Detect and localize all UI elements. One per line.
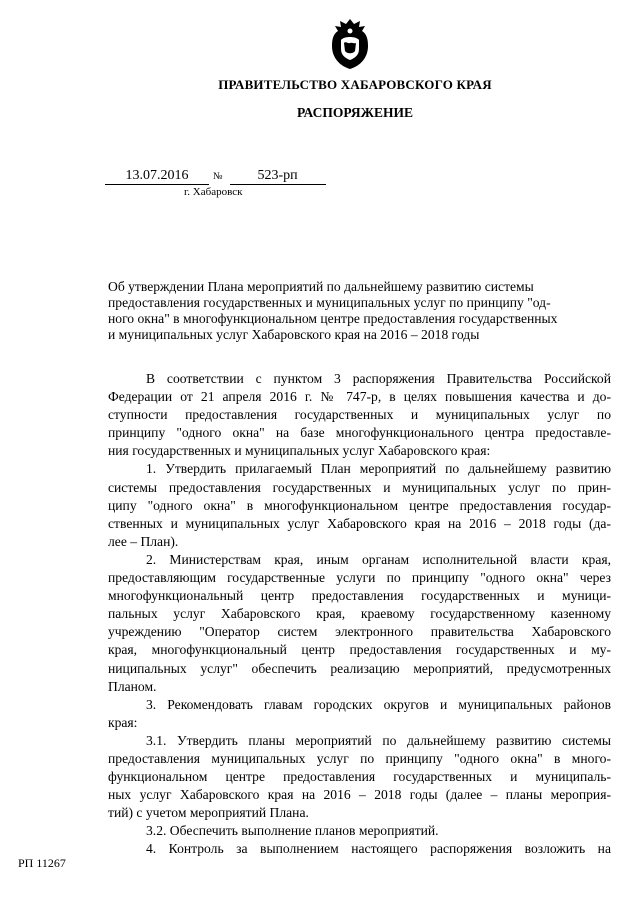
body-line: функциональном центре предоставления государственных и муниципаль- [108,769,611,785]
body-line: 3. Рекомендовать главам городских округов и муниципальных районов [146,696,611,712]
body-line: принципу "одного окна" на базе многофункционального центра предоставле- [108,425,611,441]
body-line: предоставляющим государственные услуги по принципу "одного окна" через [108,570,611,586]
body-line: ступности предоставления государственных и муниципальных услуг по [108,407,611,423]
body-line: лее – План). [108,533,179,549]
body-line: В соответствии с пунктом 3 распоряжения Правительства Российской [146,371,611,386]
body-line: ных услуг Хабаровского края на 2016 – 2018 годы (далее – планы мероприя- [108,787,611,803]
body-line: Планом. [108,678,157,694]
body-line: 1. Утвердить прилагаемый План мероприятий по дальнейшему развитию [146,461,611,477]
date-number-line [105,168,326,185]
document-number: 523-рп [230,168,326,185]
body-line: 2. Министерствам края, иным органам исполнительной власти края, [146,551,611,567]
subject-line: и муниципальных услуг Хабаровского края на 2016 – 2018 годы [108,327,480,342]
body-line: предоставления муниципальных услуг по принципу "одного окна" в много- [108,750,611,766]
body-line: системы предоставления государственных и муниципальных услуг по прин- [108,479,611,495]
body-line: ниципальных услуг" обеспечить реализацию мероприятий, предусмотренных [108,660,611,676]
body-line: 3.2. Обеспечить выполнение планов мероприятий. [146,823,439,839]
body-line: края: [108,714,138,730]
body-line: ципу "одного окна" в многофункциональном центре предоставления государ- [108,497,611,513]
footer-code: РП 11267 [18,856,66,870]
body-line: многофункциональный центр предоставления государственных и муници- [108,588,611,604]
body-line: 4. Контроль за выполнением настоящего распоряжения возложить на [146,841,611,857]
document-body [108,370,611,859]
body-line: 3.1. Утвердить планы мероприятий по дальнейшему развитию системы [146,732,611,748]
body-line: края, многофункциональный центр предоставления государственных и му- [108,642,611,658]
city-label: г. Хабаровск [184,186,243,198]
subject-heading [108,279,611,343]
subject-line: предоставления государственных и муниципальных услуг по принципу "од- [108,295,551,310]
number-sign: № [213,171,223,182]
subject-line: Об утверждении Плана мероприятий по дальнейшему развитию системы [108,279,534,294]
subject-line: ного окна" в многофункциональном центре предоставления государственных [108,311,558,326]
government-title: ПРАВИТЕЛЬСТВО ХАБАРОВСКОГО КРАЯ [218,77,492,92]
document-date: 13.07.2016 [105,168,209,185]
body-line: Федерации от 21 апреля 2016 г. № 747-р, в целях повышения качества и до- [108,389,611,405]
body-line: учреждению "Оператор систем электронного правительства Хабаровского [108,624,611,640]
body-line: ния государственных и муниципальных услуг Хабаровского края: [108,443,491,459]
body-line: пальных услуг Хабаровского края, краевому государственному казенному [108,606,611,622]
khabarovsk-coat-of-arms-icon [330,18,370,70]
body-line: тий) с учетом мероприятий Плана. [108,805,309,821]
document-type-title: РАСПОРЯЖЕНИЕ [296,105,414,120]
body-line: ственных и муниципальных услуг Хабаровского края на 2016 – 2018 годы (да- [108,515,611,531]
